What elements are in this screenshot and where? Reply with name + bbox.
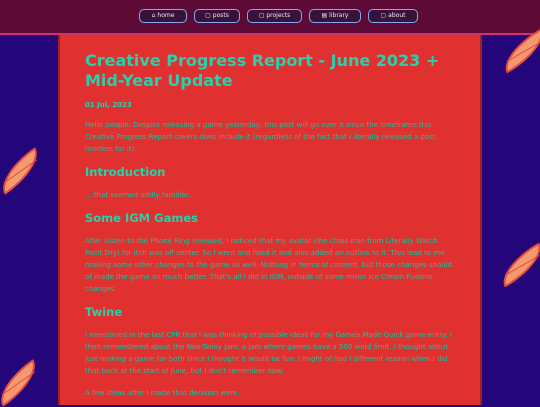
posts-icon: ▢ (205, 12, 211, 19)
post-content (85, 51, 457, 399)
nav-posts-button[interactable] (194, 9, 240, 23)
section-heading-some-igm-games: Some IGM Games (85, 211, 198, 225)
main-nav (139, 9, 418, 23)
nav-home-label: home (157, 12, 175, 19)
top-navigation-bar (0, 0, 540, 35)
leaf-decoration-left-2 (0, 359, 46, 407)
card-border-right (480, 35, 482, 405)
nav-projects-label: projects (266, 12, 291, 19)
leaf-decoration-right-1 (496, 28, 540, 73)
post-intro: Hello people. Despite releasing a game yesterday, this post will go over it since the timeframe this Creative Progress Report covers does include it (regardless of the fact that I literally released a post mortem for it). (85, 121, 436, 153)
home-icon: ⌂ (151, 12, 156, 19)
post-date: 01 Jul, 2023 (85, 101, 132, 109)
leaf-decoration-right-2 (494, 242, 540, 287)
section-heading-introduction: Introduction (85, 165, 166, 179)
nav-library-button[interactable] (309, 9, 361, 23)
section-paragraph: I mentioned in the last CPR that I was thinking of possible ideas for my Games Made Quick game entry. I then remembered about the Neo-Twiny Jam, a jam where games have a 500 word limit. I thought about just making a game for both since I thought it would be fun. I might of had I different reason when I did that back at the start of June, but I don't remember now. (85, 331, 452, 375)
section-heading-twine: Twine (85, 305, 123, 319)
section-paragraph: ... that seemed oddly familiar... (85, 191, 195, 199)
library-icon: ▤ (321, 12, 328, 19)
post-card (60, 35, 480, 405)
leaf-decoration-left-1 (0, 147, 48, 195)
about-icon: ▢ (380, 12, 387, 19)
projects-icon: ▢ (258, 12, 265, 19)
section-paragraph: A few ideas after I made that decision were. (85, 389, 240, 397)
section-paragraph: After Listen to the Phone Ring released, I noticed that my avatar (the chips icon from Literally Watch Paint Dry) for itch was off center. So I went and fixed it and also added an outline to it. This lead to me making some other changes to the game as well. Nothing in terms of content, but those changes should of made the game an much better. That's all I did in IGM, outside of some minor Ice Cream Fusions changes. (85, 237, 452, 293)
nav-about-button[interactable] (368, 9, 418, 23)
nav-library-label: library (329, 12, 349, 19)
post-title: Creative Progress Report - June 2023 + Mid-Year Update (85, 51, 440, 90)
nav-projects-button[interactable] (247, 9, 302, 23)
nav-about-label: about (388, 12, 406, 19)
nav-posts-label: posts (212, 12, 229, 19)
nav-home-button[interactable] (139, 9, 187, 23)
